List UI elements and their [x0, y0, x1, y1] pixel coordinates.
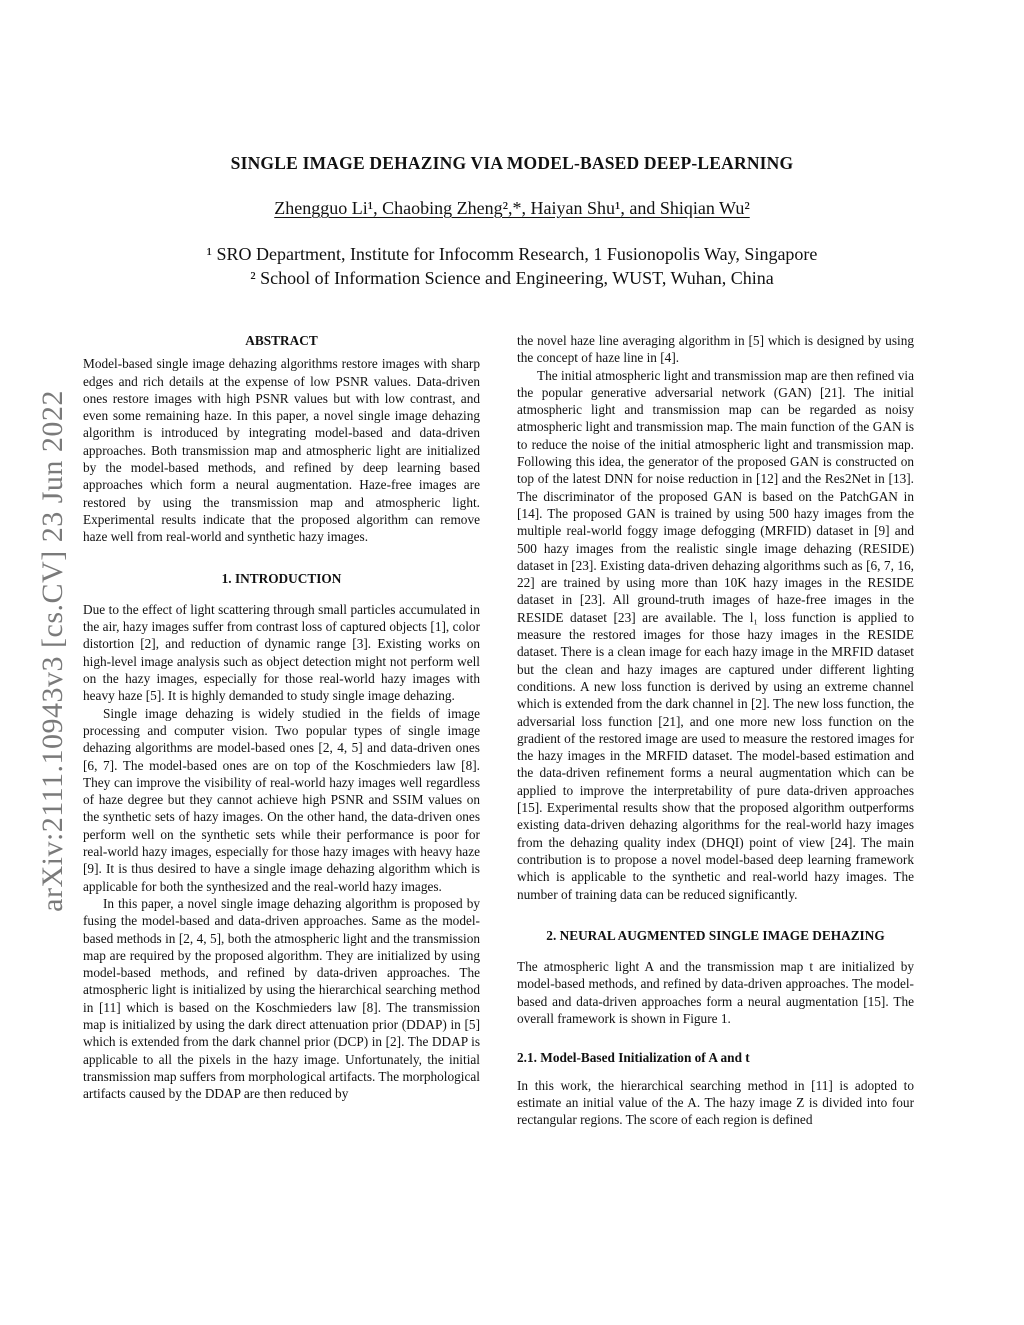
section-2-paragraph-2: In this work, the hierarchical searching method in [11] is adopted to estimate an initial value of the A. The hazy image Z is divided into four rectangular regions. The score of each region is defined	[517, 1077, 914, 1128]
affiliation-2: ² School of Information Science and Engineering, WUST, Wuhan, China	[250, 268, 774, 288]
author-line	[0, 198, 1024, 219]
paper-title: SINGLE IMAGE DEHAZING VIA MODEL-BASED DEEP-LEARNING	[230, 153, 794, 173]
affiliation-1: ¹ SRO Department, Institute for Infocomm Research, 1 Fusionopolis Way, Singapore	[206, 244, 818, 264]
arxiv-identifier: arXiv:2111.10943v3 [cs.CV] 23 Jun 2022	[36, 390, 70, 912]
author-names: Zhengguo Li¹, Chaobing Zheng²,*, Haiyan Shu¹, and Shiqian Wu²	[274, 198, 750, 218]
intro-paragraph-5: The initial atmospheric light and transmission map are then refined via the popular generative adversarial network (GAN) [21]. The initial atmospheric light and transmission map can be regarded as noisy atmospheric light and transmission map. The main function of the GAN is to reduce the noise of the initial atmospheric light and transmission map. Following this idea, the generator of the proposed GAN is constructed on top of the latest DNN for noise reduction in [12] and the Res2Net in [13]. The discriminator of the proposed GAN is based on the PatchGAN in [14]. The proposed GAN is trained by using 500 hazy images from the multiple real-world foggy image defogging (MRFID) dataset in [9] and 500 hazy images from the realistic single image dehazing (RESIDE) dataset in [23]. Existing data-driven dehazing algorithms such as [6, 7, 16, 22] are trained by using more than 10K hazy images in the RESIDE dataset in [23]. All ground-truth images of haze-free images in the RESIDE dataset [23] are available. The l₁ loss function is applied to measure the restored images for those hazy images in the RESIDE dataset. There is a clean image for each hazy image in the MRFID dataset but the clean and hazy images are captured under different lighting conditions. A new loss function is derived by using an extreme channel which is extended from the dark channel in [2]. The new loss function, the adversarial loss function [21], and one more new loss function on the gradient of the restored image are used to measure the restored images for the hazy images in the MRFID dataset. The model-based estimation and the data-driven refinement forms a neural augmentation which can be applied to improve the interpretability of pure data-driven approaches [15]. Experimental results show that the proposed algorithm outperforms existing data-driven dehazing algorithms for the real-world hazy images from the dehazing quality index (DHQI) point of view [24]. The main contribution is to propose a novel model-based deep learning framework which is applicable to the synthetic and real-world hazy images. The number of training data can be reduced significantly.	[517, 367, 914, 902]
intro-paragraph-2: Single image dehazing is widely studied in the fields of image processing and computer vision. Two popular types of single image dehazing algorithms are model-based ones [2, 4, 5] and data-driven ones [6, 7]. The model-based ones are on top of the Koschmieders law [8]. They can improve the visibility of real-world hazy images well regardless of haze degree but they cannot achieve high PSNR and SSIM values on the synthetic sets of hazy images. On the other hand, the data-driven ones perform well on the synthetic sets while their performance is poor for real-world hazy images, especially for those hazy images with heavy haze [9]. It is thus desired to have a single image dehazing algorithm which is applicable for both the synthesized and the real-world hazy images.	[83, 705, 480, 894]
intro-paragraph-1: Due to the effect of light scattering through small particles accumulated in the air, hazy images suffer from contrast loss of captured objects [1], color distortion [2], and reduction of dynamic range [3]. Existing works on high-level image analysis such as object detection might not perform well on the hazy images, especially for those real-world hazy images with heavy haze [5]. It is highly demanded to study single image dehazing.	[83, 601, 480, 704]
left-column	[83, 332, 480, 1102]
arxiv-sidebar-stamp	[34, 355, 72, 947]
abstract-text: Model-based single image dehazing algorithms restore images with sharp edges and rich details at the expense of low PSNR values. Data-driven ones restore images with high PSNR values but with low contrast, and even some remaining haze. In this paper, a novel single image dehazing algorithm is introduced by integrating model-based and data-driven approaches. Both transmission map and atmospheric light are initialized by the model-based methods, and refined by deep learning based approaches which form a neural augmentation. Haze-free images are restored by using the transmission map and atmospheric light. Experimental results indicate that the proposed algorithm can remove haze well from real-world and synthetic hazy images.	[83, 356, 480, 545]
abstract-heading: ABSTRACT	[245, 333, 318, 348]
intro-paragraph-3: In this paper, a novel single image dehazing algorithm is proposed by fusing the model-based and data-driven approaches. Same as the model-based methods in [2, 4, 5], both the atmospheric light and the transmission map are required by the proposed algorithm. They are initialized by using model-based methods, and refined by data-driven approaches. The atmospheric light is initialized by using the hierarchical searching method in [11] which is based on the Koschmieders law [8]. The transmission map is initialized by using the dark direct attenuation prior (DDAP) in [5] which is extended from the dark channel prior (DCP) in [2]. The DDAP is applicable to all the pixels in the hazy image. Unfortunately, the initial transmission map suffers from morphological artifacts. The morphological artifacts caused by the DDAP are then reduced by	[83, 895, 480, 1102]
subsection-2-1-heading: 2.1. Model-Based Initialization of A and t	[517, 1050, 750, 1066]
intro-paragraph-4: the novel haze line averaging algorithm in [5] which is designed by using the concept of haze line in [4].	[517, 333, 914, 366]
section-2-heading: 2. NEURAL AUGMENTED SINGLE IMAGE DEHAZING	[546, 927, 885, 943]
introduction-heading: 1. INTRODUCTION	[221, 570, 342, 586]
right-column	[517, 332, 914, 1128]
section-2-paragraph-1: The atmospheric light A and the transmission map t are initialized by model-based methods, and refined by data-driven approaches. The model-based and data-driven approaches form a neural augmentation [15]. The overall framework is shown in Figure 1.	[517, 959, 914, 1026]
